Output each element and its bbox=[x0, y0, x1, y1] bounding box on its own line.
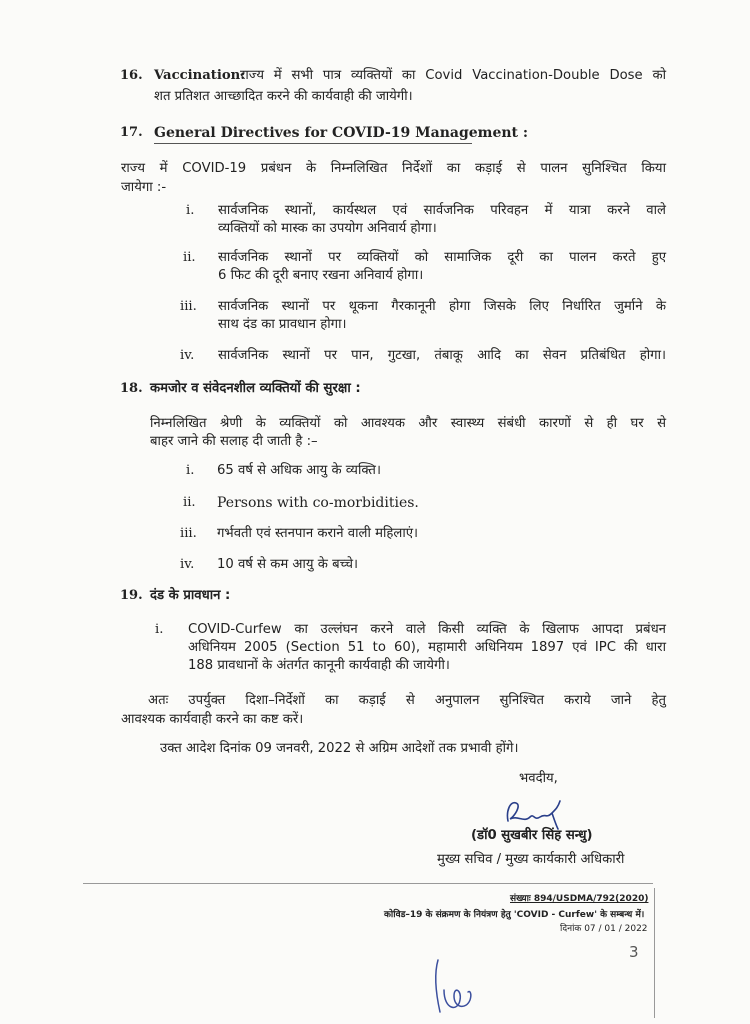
s17-item-3-line2: साथ दंड का प्रावधान होगा। bbox=[218, 317, 347, 332]
section-18-intro1: निम्नलिखित श्रेणी के व्यक्तियों को आवश्यक और स्वास्थ्य संबंधी कारणों से ही घर से bbox=[150, 416, 666, 431]
section-17-heading: General Directives for COVID-19 Management : bbox=[154, 125, 529, 141]
initials-signature bbox=[424, 950, 494, 1020]
s18-item-1-num: i. bbox=[186, 463, 195, 478]
s17-item-1-num: i. bbox=[186, 203, 195, 218]
s18-item-1-text: 65 वर्ष से अधिक आयु के व्यक्ति। bbox=[217, 463, 381, 478]
s17-item-2-num: ii. bbox=[183, 250, 196, 265]
footer-rule-top bbox=[83, 883, 653, 884]
s19-item-1-line2: अधिनियम 2005 (Section 51 to 60), महामारी अधिनियम 1897 एवं IPC की धारा bbox=[188, 640, 666, 655]
signature-image bbox=[500, 793, 580, 833]
section-16-heading: Vaccination: bbox=[154, 68, 246, 83]
s18-item-2-text: Persons with co-morbidities. bbox=[217, 495, 419, 511]
s18-item-2-num: ii. bbox=[183, 495, 196, 510]
s17-item-3-line1: सार्वजनिक स्थानों पर थूकना गैरकानूनी होगा जिसके लिए निर्धारित जुर्माने के bbox=[218, 299, 666, 314]
s18-item-3-text: गर्भवती एवं स्तनपान कराने वाली महिलाएं। bbox=[217, 526, 419, 541]
footer-subject: कोविड–19 के संक्रमण के नियंत्रण हेतु 'COVID - Curfew' के सम्बन्ध में। bbox=[384, 910, 645, 920]
closing-para1-line1: अतः उपर्युक्त दिशा–निर्देशों का कड़ाई से अनुपालन सुनिश्चित कराये जाने हेतु bbox=[148, 693, 666, 708]
section-16-line1: राज्य में सभी पात्र व्यक्तियों का Covid Vaccination-Double Dose को bbox=[240, 68, 666, 83]
s17-item-1-line2: व्यक्तियों को मास्क का उपयोग अनिवार्य होगा। bbox=[218, 221, 437, 236]
footer-rule-right bbox=[654, 888, 655, 1018]
section-17-intro1: राज्य में COVID-19 प्रबंधन के निम्नलिखित निर्देशों का कड़ाई से पालन सुनिश्चित किया bbox=[121, 161, 666, 176]
section-16-number: 16. bbox=[120, 68, 143, 83]
section-19-number: 19. bbox=[120, 588, 143, 603]
s19-item-1-num: i. bbox=[155, 622, 164, 637]
closing-para2: उक्त आदेश दिनांक 09 जनवरी, 2022 से अग्रिम आदेशों तक प्रभावी होंगे। bbox=[160, 741, 519, 756]
section-17-intro2: जायेगा :- bbox=[121, 180, 167, 195]
signatory-name: (डॉ0 सुखबीर सिंह सन्धु) bbox=[471, 828, 593, 843]
section-18-intro2: बाहर जाने की सलाह दी जाती है :– bbox=[150, 434, 318, 449]
s19-item-1-line1: COVID-Curfew का उल्लंघन करने वाले किसी व्यक्ति के खिलाफ आपदा प्रबंधन bbox=[188, 622, 666, 637]
greeting: भवदीय, bbox=[519, 771, 558, 786]
s18-item-4-num: iv. bbox=[180, 557, 195, 572]
section-17-number: 17. bbox=[120, 125, 143, 140]
section-19-heading: दंड के प्रावधान : bbox=[150, 588, 231, 603]
s17-item-2-line2: 6 फिट की दूरी बनाए रखना अनिवार्य होगा। bbox=[218, 268, 424, 283]
footer-date: दिनांक 07 / 01 / 2022 bbox=[560, 924, 648, 934]
closing-para1-line2: आवश्यक कार्यवाही करने का कष्ट करें। bbox=[121, 712, 304, 727]
s18-item-4-text: 10 वर्ष से कम आयु के बच्चे। bbox=[217, 557, 358, 572]
s18-item-3-num: iii. bbox=[180, 526, 197, 541]
section-18-number: 18. bbox=[120, 381, 143, 396]
s17-item-2-line1: सार्वजनिक स्थानों पर व्यक्तियों को सामाजिक दूरी का पालन करते हुए bbox=[218, 250, 666, 265]
section-17-underline bbox=[154, 143, 472, 144]
page-number: 3 bbox=[629, 943, 639, 961]
s17-item-3-num: iii. bbox=[180, 299, 197, 314]
s19-item-1-line3: 188 प्रावधानों के अंतर्गत कानूनी कार्यवाही की जायेगी। bbox=[188, 658, 450, 673]
section-16-line2: शत प्रतिशत आच्छादित करने की कार्यवाही की जायेगी। bbox=[154, 89, 413, 104]
section-18-heading: कमजोर व संवेदनशील व्यक्तियों की सुरक्षा : bbox=[150, 381, 361, 396]
s17-item-4-num: iv. bbox=[180, 348, 195, 363]
signatory-designation: मुख्य सचिव / मुख्य कार्यकारी अधिकारी bbox=[437, 852, 625, 867]
footer-reference: संख्याः 894/USDMA/792(2020) bbox=[510, 894, 649, 904]
s17-item-4-line1: सार्वजनिक स्थानों पर पान, गुटखा, तंबाकू आदि का सेवन प्रतिबंधित होगा। bbox=[218, 348, 666, 363]
s17-item-1-line1: सार्वजनिक स्थानों, कार्यस्थल एवं सार्वजनिक परिवहन में यात्रा करने वाले bbox=[218, 203, 666, 218]
